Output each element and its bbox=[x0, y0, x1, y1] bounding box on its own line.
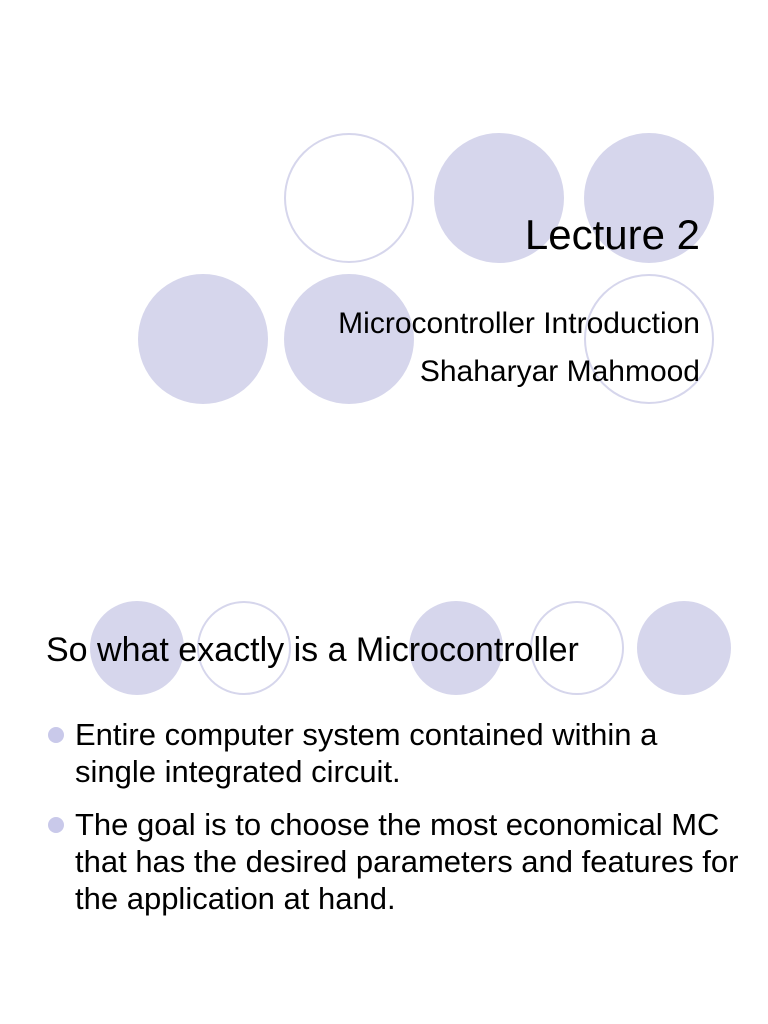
list-item bbox=[44, 716, 744, 790]
bullet-list bbox=[44, 716, 744, 933]
slide-subtitle bbox=[338, 300, 700, 396]
bullet-text: The goal is to choose the most economical MC that has the desired parameters and features for the application at hand. bbox=[75, 807, 739, 916]
slide-title: Lecture 2 bbox=[524, 211, 700, 258]
decorative-circle-filled bbox=[637, 601, 731, 695]
content-slide bbox=[0, 512, 768, 1024]
bullet-text: Entire computer system contained within a single integrated circuit. bbox=[75, 717, 658, 789]
subtitle-author: Shaharyar Mahmood bbox=[419, 355, 700, 388]
slide-heading: So what exactly is a Microcontroller bbox=[46, 631, 579, 669]
list-item bbox=[44, 806, 744, 917]
decorative-circle-filled bbox=[138, 274, 268, 404]
bullet-icon bbox=[48, 817, 64, 833]
bullet-icon bbox=[48, 727, 64, 743]
subtitle-course: Microcontroller Introduction bbox=[338, 307, 700, 340]
decorative-circle-outline bbox=[284, 133, 414, 263]
